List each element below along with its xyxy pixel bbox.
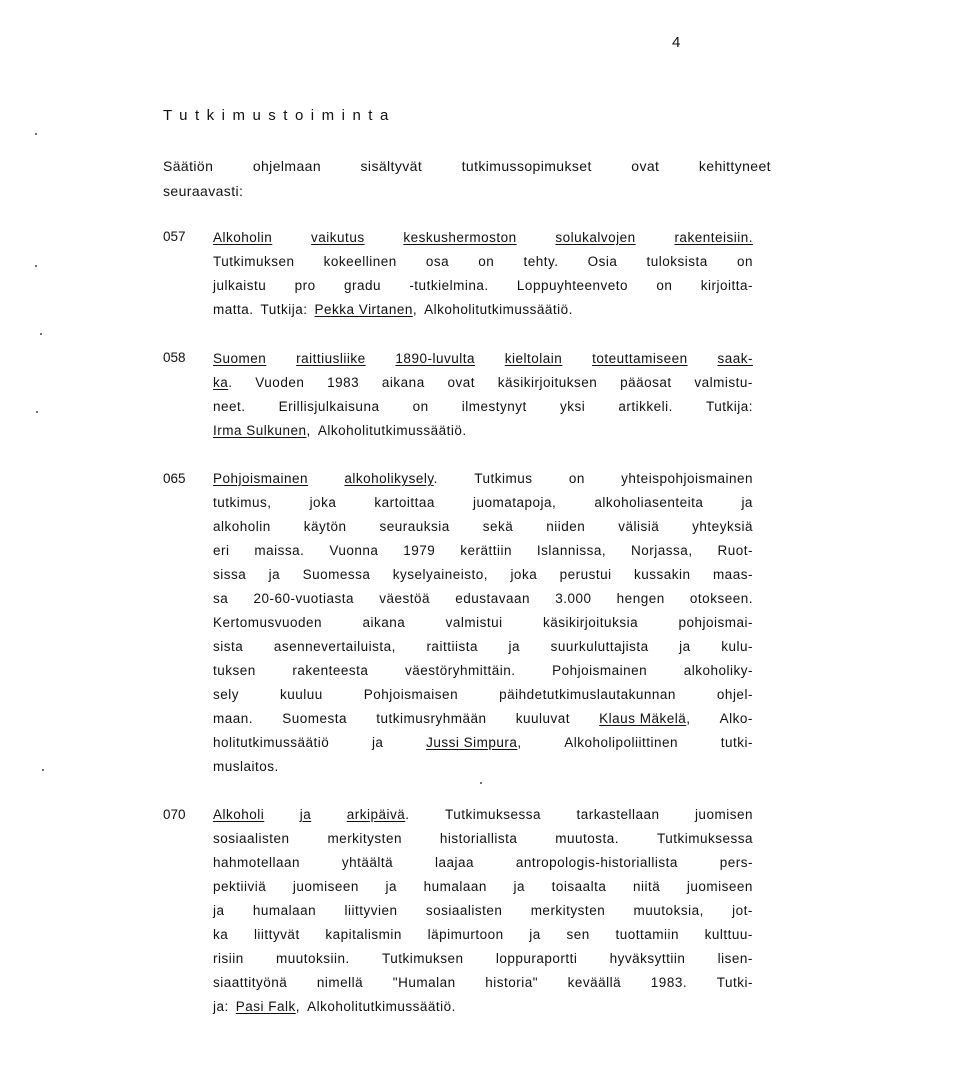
word: Tutkija: xyxy=(260,302,308,317)
entry-065-line xyxy=(213,467,753,491)
word: ja xyxy=(213,903,225,918)
word: juomatapoja, xyxy=(472,495,557,510)
word: ja xyxy=(679,639,691,654)
entry-065-line xyxy=(213,539,753,563)
word: kussakin xyxy=(634,567,691,582)
entry-070-line xyxy=(213,899,753,923)
word: muslaitos. xyxy=(213,759,279,774)
entry-code-057: 057 xyxy=(163,229,186,244)
word: väestöryhmittäin. xyxy=(404,663,516,678)
entry-065-line xyxy=(213,731,753,755)
word: ja xyxy=(371,735,384,750)
word: Erillisjulkaisuna xyxy=(278,399,380,414)
word: lisen- xyxy=(717,951,753,966)
word: 1983 xyxy=(327,375,360,390)
word: Vuoden xyxy=(255,375,305,390)
word: kartoittaa xyxy=(374,495,435,510)
scan-speck xyxy=(35,133,37,135)
word: joka xyxy=(510,567,538,582)
word: sisältyvät xyxy=(360,158,423,174)
word: käsikirjoituksen xyxy=(497,375,598,390)
word: alkoholiasenteita xyxy=(594,495,704,510)
entry-057-line xyxy=(213,274,753,298)
word: juomiseen xyxy=(686,879,753,894)
word: sista xyxy=(213,639,244,654)
entry-065-line xyxy=(213,491,753,515)
entry-070-line xyxy=(213,875,753,899)
word: ja xyxy=(529,927,541,942)
word: suurkuluttajista xyxy=(550,639,649,654)
title-word: vaikutus xyxy=(311,230,365,245)
word: Alkoholipoliittinen xyxy=(564,735,679,750)
word: ja: xyxy=(213,999,229,1014)
punctuation: . xyxy=(405,807,410,822)
word: humalaan xyxy=(252,903,317,918)
word: kirjoitta- xyxy=(700,278,753,293)
word: ja xyxy=(385,879,398,894)
word: niiden xyxy=(546,519,586,534)
word: antropologis-historiallista xyxy=(515,855,678,870)
institution: Alkoholitutkimussäätiö. xyxy=(307,999,456,1014)
word: on xyxy=(478,254,495,269)
word: Islannissa, xyxy=(536,543,607,558)
word: ohjelmaan xyxy=(252,158,322,174)
researcher-name: Pekka Virtanen xyxy=(314,302,413,317)
word: Vuonna xyxy=(329,543,379,558)
page-number: 4 xyxy=(672,34,681,51)
scan-speck xyxy=(36,411,38,413)
word: kehittyneet xyxy=(698,158,771,174)
word: aikana xyxy=(362,615,406,630)
word: on xyxy=(656,278,673,293)
entry-065-line xyxy=(213,515,753,539)
entry-070-body xyxy=(213,803,753,1019)
word: maissa. xyxy=(254,543,305,558)
word: liittyvät xyxy=(253,927,300,942)
word: sen xyxy=(566,927,590,942)
word: laajaa xyxy=(434,855,475,870)
word: kokeellinen xyxy=(323,254,397,269)
word: yksi xyxy=(559,399,586,414)
word: 1979 xyxy=(403,543,436,558)
word: artikkeli. xyxy=(618,399,673,414)
word: jot- xyxy=(732,903,753,918)
scan-speck xyxy=(42,769,44,771)
word: merkitysten xyxy=(530,903,606,918)
word: Pohjoismaisen xyxy=(363,687,459,702)
word: Tutkimuksen xyxy=(382,951,464,966)
word: osa xyxy=(425,254,450,269)
word: maan. xyxy=(213,711,254,726)
word: tutkimussopimukset xyxy=(461,158,592,174)
word: Loppuyhteenveto xyxy=(516,278,629,293)
word: kulttuu- xyxy=(704,927,753,942)
word: sely xyxy=(213,687,240,702)
word: eri xyxy=(213,543,230,558)
word: Tutkimus xyxy=(474,471,533,486)
title-word: Suomen xyxy=(213,351,267,366)
word: keväällä xyxy=(567,975,622,990)
researcher-name: Irma Sulkunen xyxy=(213,423,307,438)
word: sissa xyxy=(213,567,247,582)
researcher-name: Jussi Simpura xyxy=(426,735,518,750)
word: Pohjoismainen xyxy=(552,663,648,678)
entry-065-line xyxy=(213,635,753,659)
entry-070-line xyxy=(213,947,753,971)
word: sekä xyxy=(482,519,514,534)
word: valmistu- xyxy=(694,375,753,390)
word: "Humalan xyxy=(392,975,456,990)
word: muutoksia, xyxy=(633,903,704,918)
title-word: rakenteisiin. xyxy=(674,230,753,245)
punctuation: . xyxy=(433,471,438,486)
word: hyväksyttiin xyxy=(609,951,686,966)
word: historiallista xyxy=(439,831,518,846)
word: Ruot- xyxy=(717,543,753,558)
entry-065-line xyxy=(213,563,753,587)
word: sa xyxy=(213,591,229,606)
word: Tutkimuksessa xyxy=(656,831,753,846)
word: Tutkija: xyxy=(705,399,753,414)
word: 1983. xyxy=(650,975,688,990)
word: merkitysten xyxy=(327,831,402,846)
entry-058-body xyxy=(213,347,753,443)
punctuation: , xyxy=(412,302,418,317)
word: julkaistu xyxy=(213,278,267,293)
institution: Alkoholitutkimussäätiö. xyxy=(424,302,573,317)
word: hengen xyxy=(616,591,665,606)
word: käsikirjoituksia xyxy=(543,615,639,630)
word: ja xyxy=(741,495,753,510)
word: Kertomusvuoden xyxy=(213,615,323,630)
title-word: Alkoholin xyxy=(213,230,273,245)
entry-057-line xyxy=(213,226,753,250)
word: ja xyxy=(508,639,521,654)
entry-065-line xyxy=(213,683,753,707)
word: on xyxy=(412,399,429,414)
word: historia" xyxy=(485,975,539,990)
word: otokseen. xyxy=(689,591,753,606)
entry-065-line xyxy=(213,707,753,731)
word: Säätiön xyxy=(163,158,214,174)
entry-code-065: 065 xyxy=(163,471,186,486)
title-word: saak- xyxy=(717,351,753,366)
punctuation: , xyxy=(517,735,522,750)
word: rakenteesta xyxy=(292,663,369,678)
entry-057-line xyxy=(213,298,753,322)
word: väestöä xyxy=(379,591,430,606)
word: risiin xyxy=(213,951,244,966)
title-word: arkipäivä xyxy=(346,807,406,822)
word: juomiseen xyxy=(292,879,359,894)
entry-065-line xyxy=(213,755,753,779)
word: sosiaalisten xyxy=(425,903,503,918)
intro-line-1 xyxy=(163,154,771,179)
word: edustavaan xyxy=(455,591,530,606)
title-word: alkoholikysely xyxy=(344,471,434,486)
word: pektiiviä xyxy=(213,879,267,894)
title-word: raittiusliike xyxy=(296,351,366,366)
word: ovat xyxy=(447,375,476,390)
entry-058-line xyxy=(213,347,753,371)
word: asennevertailuista, xyxy=(273,639,396,654)
entry-code-070: 070 xyxy=(163,807,186,822)
word: aikana xyxy=(381,375,425,390)
entry-057-line xyxy=(213,250,753,274)
entry-070-line xyxy=(213,971,753,995)
word: siaattityönä xyxy=(213,975,288,990)
intro-paragraph xyxy=(163,154,771,204)
word: tuksen xyxy=(213,663,256,678)
word: hahmotellaan xyxy=(213,855,301,870)
word: liittyvien xyxy=(344,903,398,918)
word: välisiä xyxy=(618,519,660,534)
word: maas- xyxy=(712,567,753,582)
word: pääosat xyxy=(620,375,672,390)
scan-speck xyxy=(480,782,482,784)
entry-070-line xyxy=(213,803,753,827)
word: ovat xyxy=(631,158,660,174)
institution: Alkoholitutkimussäätiö. xyxy=(317,423,467,438)
entry-065-line xyxy=(213,611,753,635)
word: humalaan xyxy=(423,879,487,894)
word: on xyxy=(736,254,753,269)
word: 20-60-vuotiasta xyxy=(253,591,355,606)
punctuation: , xyxy=(306,423,311,438)
word: gradu xyxy=(343,278,381,293)
word: kuuluvat xyxy=(515,711,570,726)
title-word: 1890-luvulta xyxy=(395,351,475,366)
word: tuottamiin xyxy=(615,927,679,942)
word: Tutkimuksessa xyxy=(444,807,541,822)
word: Norjassa, xyxy=(631,543,693,558)
title-word: ja xyxy=(299,807,312,822)
punctuation: . xyxy=(228,375,233,390)
word: perustui xyxy=(559,567,612,582)
word: Tutki- xyxy=(716,975,753,990)
word: tutki- xyxy=(720,735,753,750)
word: pers- xyxy=(719,855,753,870)
word: loppuraportti xyxy=(495,951,578,966)
title-word: kieltolain xyxy=(504,351,563,366)
word: pohjoismai- xyxy=(678,615,753,630)
word: kuuluu xyxy=(280,687,323,702)
entry-code-058: 058 xyxy=(163,350,186,365)
word: ja xyxy=(513,879,526,894)
entry-057-body xyxy=(213,226,753,322)
word: nimellä xyxy=(316,975,364,990)
word: alkoholin xyxy=(213,519,271,534)
word: juomisen xyxy=(694,807,753,822)
word: yhteispohjoismainen xyxy=(621,471,753,486)
title-word: Alkoholi xyxy=(213,807,265,822)
entry-065-body xyxy=(213,467,753,779)
word: läpimurtoon xyxy=(427,927,504,942)
title-word: toteuttamiseen xyxy=(592,351,688,366)
word: neet. xyxy=(213,399,246,414)
entry-065-line xyxy=(213,587,753,611)
word: niitä xyxy=(633,879,661,894)
researcher-name: Pasi Falk xyxy=(235,999,296,1014)
title-word: Pohjoismainen xyxy=(213,471,309,486)
scan-speck xyxy=(35,265,37,267)
word: Suomessa xyxy=(302,567,371,582)
word: alkoholiky- xyxy=(683,663,753,678)
word: kapitalismin xyxy=(325,927,402,942)
word: Suomesta xyxy=(282,711,348,726)
word: seurauksia xyxy=(379,519,450,534)
word: toisaalta xyxy=(551,879,607,894)
word: joka xyxy=(309,495,337,510)
entry-070-line xyxy=(213,995,753,1019)
title-word: solukalvojen xyxy=(555,230,636,245)
word: tutkimus, xyxy=(213,495,272,510)
entry-070-line xyxy=(213,851,753,875)
punctuation: , xyxy=(295,999,301,1014)
word: muutoksiin. xyxy=(276,951,350,966)
word: tehty. xyxy=(523,254,559,269)
word: ka xyxy=(213,927,229,942)
entry-058-line xyxy=(213,371,753,395)
word: Tutkimuksen xyxy=(213,254,295,269)
word: kerättiin xyxy=(460,543,512,558)
word: tarkastellaan xyxy=(576,807,660,822)
punctuation: , xyxy=(686,711,691,726)
word: Alko- xyxy=(719,711,753,726)
word: tutkimusryhmään xyxy=(376,711,487,726)
word: tuloksista xyxy=(646,254,708,269)
word: 3.000 xyxy=(555,591,592,606)
word: ja xyxy=(268,567,281,582)
entry-058-line xyxy=(213,395,753,419)
word: -tutkielmina. xyxy=(409,278,489,293)
word: muutosta. xyxy=(555,831,620,846)
word: yhteyksiä xyxy=(692,519,753,534)
word: käytön xyxy=(303,519,347,534)
word: Osia xyxy=(587,254,618,269)
entry-070-line xyxy=(213,827,753,851)
word: ilmestynyt xyxy=(461,399,527,414)
word: päihdetutkimuslautakunnan xyxy=(499,687,676,702)
word: ohjel- xyxy=(716,687,753,702)
researcher-name: Klaus Mäkelä xyxy=(599,711,687,726)
word: kyselyaineisto, xyxy=(392,567,489,582)
entry-070-line xyxy=(213,923,753,947)
word: yhtäältä xyxy=(341,855,394,870)
word: matta. xyxy=(213,302,254,317)
word: sosiaalisten xyxy=(213,831,290,846)
word: pro xyxy=(294,278,316,293)
section-heading: Tutkimustoiminta xyxy=(163,107,396,124)
entry-065-line xyxy=(213,659,753,683)
title-word: keskushermoston xyxy=(403,230,517,245)
word: valmistui xyxy=(445,615,503,630)
entry-058-line xyxy=(213,419,753,443)
word: holitutkimussäätiö xyxy=(213,735,330,750)
intro-line-2: seuraavasti: xyxy=(163,183,244,199)
word: raittiista xyxy=(426,639,478,654)
word: kulu- xyxy=(721,639,753,654)
scan-speck xyxy=(40,333,42,335)
word: on xyxy=(568,471,585,486)
title-word: ka xyxy=(213,375,229,390)
